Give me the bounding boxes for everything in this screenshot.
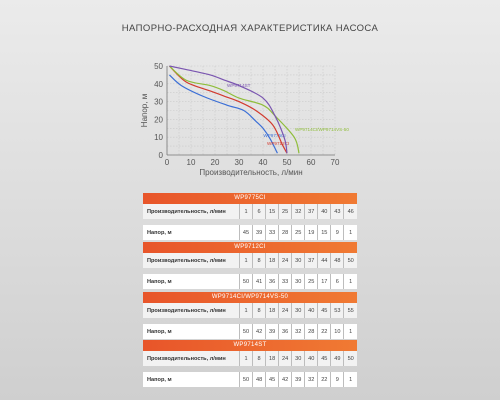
table-cell: 48 [331, 253, 344, 268]
series-label: WP9712CI [267, 141, 290, 147]
table-cell: 28 [279, 225, 292, 240]
table-cell: 30 [292, 303, 305, 318]
x-axis-title: Производительность, л/мин [199, 168, 303, 177]
y-axis-title: Напор, м [140, 93, 149, 128]
table-cell: 19 [305, 225, 318, 240]
table-cell: 39 [266, 324, 279, 339]
table-cell: 18 [266, 253, 279, 268]
table-row [143, 274, 357, 289]
table-row [143, 204, 357, 219]
table-cell: 40 [305, 351, 318, 366]
table-cell: 45 [318, 351, 331, 366]
table-cell: 1 [344, 324, 357, 339]
row-label: Напор, м [143, 225, 240, 240]
table-cell: 24 [279, 253, 292, 268]
table-block-1 [143, 242, 357, 289]
row-label: Напор, м [143, 372, 240, 387]
data-table [143, 253, 357, 289]
table-cell: 1 [344, 372, 357, 387]
table-cell: 41 [253, 274, 266, 289]
table-cell: 6 [331, 274, 344, 289]
table-cell: 15 [266, 204, 279, 219]
table-cell: 45 [240, 225, 253, 240]
x-tick-label: 20 [210, 158, 220, 167]
table-cell: 45 [318, 303, 331, 318]
series-label: WP9714CI/WP9714VS-50 [295, 127, 349, 133]
table-row [143, 324, 357, 339]
series-line [169, 66, 299, 153]
data-table [143, 351, 357, 387]
table-cell: 37 [305, 204, 318, 219]
table-cell: 42 [253, 324, 266, 339]
table-cell: 32 [292, 324, 305, 339]
table-row [143, 351, 357, 366]
table-cell: 9 [331, 225, 344, 240]
row-label: Производительность, л/мин [143, 303, 240, 318]
table-cell: 50 [240, 324, 253, 339]
table-cell: 10 [331, 324, 344, 339]
table-cell: 30 [292, 274, 305, 289]
series-label: WP9714ST [227, 83, 251, 89]
table-cell: 39 [292, 372, 305, 387]
row-label: Производительность, л/мин [143, 253, 240, 268]
table-cell: 18 [266, 351, 279, 366]
table-header: WP9714CI/WP9714VS-50 [143, 292, 357, 303]
row-label: Производительность, л/мин [143, 204, 240, 219]
table-cell: 49 [331, 351, 344, 366]
table-block-0 [143, 193, 357, 240]
table-cell: 24 [279, 303, 292, 318]
x-tick-label: 60 [306, 158, 316, 167]
y-tick-label: 40 [154, 79, 163, 89]
table-cell: 50 [344, 253, 357, 268]
table-cell: 40 [318, 204, 331, 219]
table-header: WP9712CI [143, 242, 357, 253]
y-tick-label: 10 [154, 133, 163, 143]
table-cell: 33 [266, 225, 279, 240]
x-tick-label: 0 [164, 158, 170, 167]
series-label: WP9775CI [263, 133, 286, 139]
table-cell: 53 [331, 303, 344, 318]
x-tick-label: 50 [282, 158, 292, 167]
table-cell: 8 [253, 253, 266, 268]
table-row [143, 253, 357, 268]
x-tick-label: 70 [330, 158, 340, 167]
x-tick-label: 40 [258, 158, 268, 167]
table-block-2 [143, 292, 357, 339]
row-label: Напор, м [143, 274, 240, 289]
table-cell: 48 [253, 372, 266, 387]
y-tick-label: 30 [154, 97, 163, 107]
table-row [143, 225, 357, 240]
table-cell: 15 [318, 225, 331, 240]
table-cell: 44 [318, 253, 331, 268]
table-cell: 50 [240, 274, 253, 289]
table-cell: 40 [305, 303, 318, 318]
x-tick-label: 30 [234, 158, 244, 167]
table-cell: 1 [344, 274, 357, 289]
y-tick-label: 0 [158, 151, 163, 160]
row-label: Производительность, л/мин [143, 351, 240, 366]
table-cell: 25 [305, 274, 318, 289]
table-header: WP9714ST [143, 340, 357, 351]
table-cell: 37 [305, 253, 318, 268]
table-row [143, 372, 357, 387]
table-cell: 1 [240, 253, 253, 268]
table-cell: 30 [292, 351, 305, 366]
table-cell: 17 [318, 274, 331, 289]
table-cell: 43 [331, 204, 344, 219]
table-cell: 24 [279, 351, 292, 366]
x-tick-label: 10 [186, 158, 196, 167]
table-cell: 1 [240, 204, 253, 219]
table-cell: 8 [253, 351, 266, 366]
table-cell: 28 [305, 324, 318, 339]
table-cell: 36 [266, 274, 279, 289]
table-cell: 30 [292, 253, 305, 268]
table-header: WP9775CI [143, 193, 357, 204]
table-block-3 [143, 340, 357, 387]
table-cell: 32 [305, 372, 318, 387]
y-tick-label: 20 [154, 115, 163, 125]
table-cell: 25 [279, 204, 292, 219]
page-title: НАПОРНО-РАСХОДНАЯ ХАРАКТЕРИСТИКА НАСОСА [121, 23, 379, 34]
table-cell: 1 [240, 303, 253, 318]
table-row [143, 303, 357, 318]
table-cell: 9 [331, 372, 344, 387]
y-tick-label: 50 [154, 62, 163, 71]
table-cell: 8 [253, 303, 266, 318]
table-cell: 6 [253, 204, 266, 219]
table-cell: 22 [318, 324, 331, 339]
table-cell: 33 [279, 274, 292, 289]
table-cell: 55 [344, 303, 357, 318]
table-cell: 39 [253, 225, 266, 240]
table-cell: 50 [344, 351, 357, 366]
table-cell: 46 [344, 204, 357, 219]
table-cell: 18 [266, 303, 279, 318]
table-cell: 42 [279, 372, 292, 387]
table-cell: 1 [344, 225, 357, 240]
table-cell: 22 [318, 372, 331, 387]
table-cell: 50 [240, 372, 253, 387]
table-cell: 45 [266, 372, 279, 387]
table-cell: 25 [292, 225, 305, 240]
table-cell: 1 [240, 351, 253, 366]
row-label: Напор, м [143, 324, 240, 339]
table-cell: 32 [292, 204, 305, 219]
data-table [143, 303, 357, 339]
data-table [143, 204, 357, 240]
table-cell: 36 [279, 324, 292, 339]
